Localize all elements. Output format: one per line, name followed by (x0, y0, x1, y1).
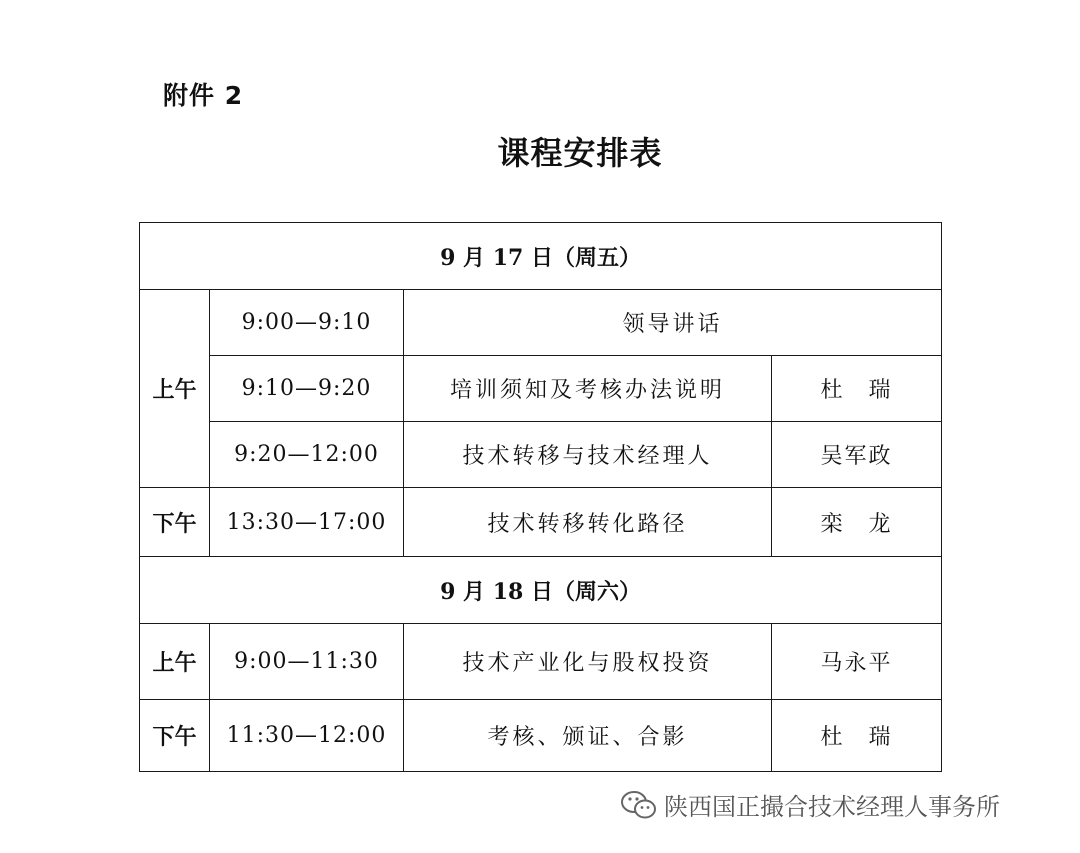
speaker-cell: 杜 瑞 (772, 700, 942, 772)
time-cell: 9:00—9:10 (210, 290, 404, 356)
watermark-text: 陕西国正撮合技术经理人事务所 (664, 793, 1000, 821)
table-row (140, 356, 942, 422)
page-title: 课程安排表 (497, 134, 663, 172)
topic-cell: 考核、颁证、合影 (404, 700, 772, 772)
topic-cell: 培训须知及考核办法说明 (404, 356, 772, 422)
time-cell: 9:00—11:30 (210, 624, 404, 700)
topic-cell: 技术产业化与股权投资 (404, 624, 772, 700)
topic-cell: 技术转移与技术经理人 (404, 422, 772, 488)
day-heading: 9 月 17 日（周五） (140, 223, 942, 290)
period-cell: 上午 (140, 624, 210, 700)
topic-cell: 技术转移转化路径 (404, 488, 772, 557)
speaker-cell: 马永平 (772, 624, 942, 700)
time-cell: 13:30—17:00 (210, 488, 404, 557)
day-header-row (140, 223, 942, 290)
speaker-cell: 杜 瑞 (772, 356, 942, 422)
period-cell: 下午 (140, 488, 210, 557)
attachment-label: 附件 2 (163, 81, 244, 110)
table-row (140, 624, 942, 700)
speaker-cell: 吴军政 (772, 422, 942, 488)
table-row (140, 422, 942, 488)
day-header-row (140, 557, 942, 624)
time-cell: 11:30—12:00 (210, 700, 404, 772)
time-cell: 9:20—12:00 (210, 422, 404, 488)
schedule-table (139, 222, 942, 772)
day-heading: 9 月 18 日（周六） (140, 557, 942, 624)
time-cell: 9:10—9:20 (210, 356, 404, 422)
table-row (140, 700, 942, 772)
watermark (620, 787, 1000, 822)
wechat-icon (620, 789, 658, 821)
period-cell: 下午 (140, 700, 210, 772)
topic-cell: 领导讲话 (404, 290, 942, 356)
table-row (140, 290, 942, 356)
table-row (140, 488, 942, 557)
period-cell: 上午 (140, 290, 210, 488)
speaker-cell: 栾 龙 (772, 488, 942, 557)
